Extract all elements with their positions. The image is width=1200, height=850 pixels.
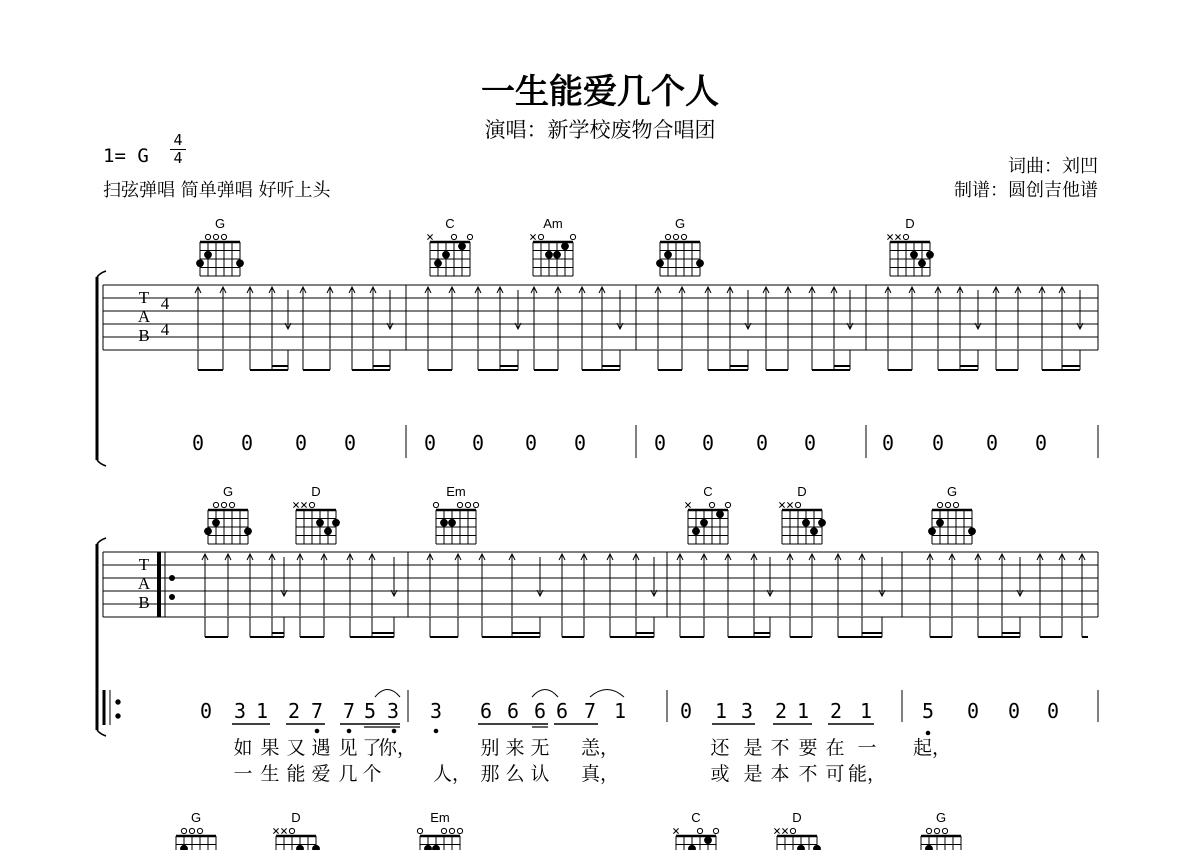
tab-letter-t: T bbox=[138, 288, 150, 307]
open-string-marker bbox=[205, 234, 210, 239]
jianpu-note: 6 bbox=[555, 699, 569, 723]
open-string-marker bbox=[451, 234, 456, 239]
bracket-curl bbox=[97, 730, 106, 736]
jianpu-note: 0 bbox=[803, 431, 817, 455]
chord-diagram bbox=[779, 484, 825, 544]
chord-name: C bbox=[691, 810, 701, 825]
jianpu-note: 3 bbox=[429, 699, 443, 723]
finger-dot bbox=[819, 519, 826, 526]
jianpu-note: 6 bbox=[479, 699, 493, 723]
chord-diagram bbox=[887, 216, 933, 276]
finger-dot bbox=[459, 243, 466, 250]
chord-diagram bbox=[774, 810, 820, 850]
chord-diagram bbox=[273, 810, 319, 850]
chord-diagram bbox=[417, 810, 462, 850]
finger-dot bbox=[937, 519, 944, 526]
finger-dot bbox=[811, 528, 818, 535]
lyric-char: 如 bbox=[233, 737, 253, 759]
playing-description: 扫弦弹唱 简单弹唱 好听上头 bbox=[103, 180, 331, 201]
lyric-char: 别 bbox=[480, 737, 500, 759]
jianpu-note: 0 bbox=[881, 431, 895, 455]
lyric-char: 不 bbox=[798, 763, 818, 785]
lyric-char: 是 bbox=[743, 737, 763, 759]
tie-arc bbox=[532, 690, 558, 698]
finger-dot bbox=[313, 845, 320, 850]
open-string-marker bbox=[289, 828, 294, 833]
finger-dot bbox=[213, 519, 220, 526]
lyric-char: 无 bbox=[530, 737, 550, 759]
lyric-char: 爱 bbox=[311, 763, 331, 785]
jianpu-note: 0 bbox=[1034, 431, 1048, 455]
finger-dot bbox=[245, 528, 252, 535]
open-string-marker bbox=[570, 234, 575, 239]
jianpu-note: 1 bbox=[613, 699, 627, 723]
chord-name: D bbox=[797, 484, 807, 499]
open-string-marker bbox=[221, 234, 226, 239]
finger-dot bbox=[441, 519, 448, 526]
chord-name: Em bbox=[446, 484, 466, 499]
repeat-dot bbox=[170, 595, 175, 600]
open-string-marker bbox=[790, 828, 795, 833]
finger-dot bbox=[798, 845, 805, 850]
lyric-char: 你， bbox=[377, 737, 417, 759]
chord-name: C bbox=[445, 216, 455, 231]
finger-dot bbox=[205, 528, 212, 535]
open-string-marker bbox=[709, 502, 714, 507]
jianpu-note: 0 bbox=[199, 699, 213, 723]
open-string-marker bbox=[795, 502, 800, 507]
jianpu-note: 0 bbox=[191, 431, 205, 455]
finger-dot bbox=[449, 519, 456, 526]
chord-name: Am bbox=[543, 216, 563, 231]
jianpu-note: 2 bbox=[774, 699, 788, 723]
finger-dot bbox=[701, 519, 708, 526]
repeat-dot bbox=[170, 576, 175, 581]
open-string-marker bbox=[433, 502, 438, 507]
lyric-char: 那 bbox=[480, 763, 500, 785]
lyric-char: 可 bbox=[825, 763, 845, 785]
jianpu-note: 0 bbox=[701, 431, 715, 455]
song-title: 一生能爱几个人 bbox=[481, 72, 719, 112]
open-string-marker bbox=[229, 502, 234, 507]
jianpu-note: 0 bbox=[343, 431, 357, 455]
jianpu-note: 6 bbox=[533, 699, 547, 723]
chord-name: G bbox=[935, 810, 947, 825]
chord-name: Em bbox=[430, 810, 450, 825]
chord-diagram bbox=[685, 484, 730, 544]
score-text bbox=[138, 288, 1059, 785]
tab-letter-a: A bbox=[137, 574, 151, 593]
lyric-char: 本 bbox=[770, 763, 790, 785]
finger-dot bbox=[297, 845, 304, 850]
bracket-curl bbox=[97, 460, 106, 466]
chord-diagram bbox=[427, 216, 472, 276]
jianpu-note: 0 bbox=[524, 431, 538, 455]
open-string-marker bbox=[213, 234, 218, 239]
open-string-marker bbox=[449, 828, 454, 833]
tab-letter-b: B bbox=[138, 326, 150, 345]
jianpu-note: 3 bbox=[233, 699, 247, 723]
lyric-char: 果 bbox=[260, 737, 280, 759]
tab-letter-t: T bbox=[138, 555, 150, 574]
finger-dot bbox=[435, 260, 442, 267]
jianpu-note: 3 bbox=[740, 699, 754, 723]
jianpu-note: 0 bbox=[1007, 699, 1021, 723]
jianpu-note: 0 bbox=[653, 431, 667, 455]
finger-dot bbox=[969, 528, 976, 535]
tab-letter-a: A bbox=[137, 307, 151, 326]
finger-dot bbox=[181, 845, 188, 850]
open-string-marker bbox=[725, 502, 730, 507]
open-string-marker bbox=[926, 828, 931, 833]
open-string-marker bbox=[953, 502, 958, 507]
time-signature-bottom: 4 bbox=[173, 149, 183, 167]
time-signature-top: 4 bbox=[173, 131, 183, 149]
finger-dot bbox=[929, 528, 936, 535]
singer-credit: 演唱：新学校废物合唱团 bbox=[484, 118, 716, 142]
finger-dot bbox=[317, 519, 324, 526]
open-string-marker bbox=[697, 828, 702, 833]
jianpu-repeat-dot bbox=[116, 714, 120, 718]
octave-dot bbox=[315, 729, 319, 733]
lyric-char: 一 bbox=[857, 737, 877, 759]
open-string-marker bbox=[213, 502, 218, 507]
open-string-marker bbox=[945, 502, 950, 507]
lyric-char: 生 bbox=[260, 763, 280, 785]
tie-arc bbox=[590, 690, 624, 698]
open-string-marker bbox=[934, 828, 939, 833]
jianpu-note: 1 bbox=[796, 699, 810, 723]
chord-diagram bbox=[173, 810, 220, 850]
open-string-marker bbox=[465, 502, 470, 507]
finger-dot bbox=[433, 845, 440, 850]
open-string-marker bbox=[473, 502, 478, 507]
jianpu-note: 5 bbox=[921, 699, 935, 723]
lyric-char: 真， bbox=[580, 763, 620, 785]
finger-dot bbox=[325, 528, 332, 535]
jianpu-note: 2 bbox=[287, 699, 301, 723]
jianpu-note: 6 bbox=[506, 699, 520, 723]
chord-name: C bbox=[703, 484, 713, 499]
lyric-char: 或 bbox=[710, 763, 730, 785]
lyric-char: 能， bbox=[847, 763, 887, 785]
finger-dot bbox=[443, 251, 450, 258]
finger-dot bbox=[425, 845, 432, 850]
lyricist-credit: 词曲：刘凹 bbox=[1008, 156, 1098, 177]
lyric-char: 是 bbox=[743, 763, 763, 785]
open-string-marker bbox=[309, 502, 314, 507]
chord-name: D bbox=[905, 216, 915, 231]
lyric-char: 认 bbox=[530, 763, 550, 785]
lyric-char: 在 bbox=[825, 737, 845, 759]
open-string-marker bbox=[942, 828, 947, 833]
lyric-char: 几 bbox=[338, 763, 358, 785]
open-string-marker bbox=[681, 234, 686, 239]
lyric-char: 起， bbox=[912, 737, 952, 759]
lyric-char: 还 bbox=[710, 737, 730, 759]
jianpu-note: 1 bbox=[714, 699, 728, 723]
jianpu-note: 0 bbox=[573, 431, 587, 455]
chord-diagram bbox=[205, 484, 252, 544]
chord-name: D bbox=[311, 484, 321, 499]
finger-dot bbox=[717, 511, 724, 518]
key-signature: 1= G bbox=[103, 145, 149, 167]
jianpu-note: 0 bbox=[679, 699, 693, 723]
chord-name: D bbox=[291, 810, 301, 825]
jianpu-note: 1 bbox=[255, 699, 269, 723]
jianpu-note: 3 bbox=[386, 699, 400, 723]
jianpu-note: 5 bbox=[363, 699, 377, 723]
bracket-curl bbox=[97, 538, 106, 544]
finger-dot bbox=[197, 260, 204, 267]
jianpu-note: 0 bbox=[1046, 699, 1060, 723]
chord-diagram bbox=[433, 484, 478, 544]
finger-dot bbox=[697, 260, 704, 267]
finger-dot bbox=[814, 845, 821, 850]
chord-diagram bbox=[530, 216, 575, 276]
jianpu-note: 0 bbox=[755, 431, 769, 455]
chord-name: G bbox=[222, 484, 234, 499]
lyric-char: 能 bbox=[286, 763, 306, 785]
finger-dot bbox=[205, 251, 212, 258]
lyric-char: 恙， bbox=[580, 737, 620, 759]
finger-dot bbox=[803, 519, 810, 526]
chord-name: G bbox=[214, 216, 226, 231]
open-string-marker bbox=[189, 828, 194, 833]
lyric-char: 见 bbox=[338, 737, 358, 759]
chord-name: G bbox=[674, 216, 686, 231]
chord-name: G bbox=[946, 484, 958, 499]
lyric-char: 遇 bbox=[311, 737, 331, 759]
finger-dot bbox=[237, 260, 244, 267]
lyric-char: 要 bbox=[798, 737, 818, 759]
open-string-marker bbox=[457, 502, 462, 507]
jianpu-note: 7 bbox=[583, 699, 597, 723]
bracket-curl bbox=[97, 271, 106, 277]
open-string-marker bbox=[903, 234, 908, 239]
finger-dot bbox=[926, 845, 933, 850]
open-string-marker bbox=[665, 234, 670, 239]
lyric-char: 又 bbox=[286, 737, 306, 759]
tie-arc bbox=[375, 690, 400, 698]
lyric-char: 来 bbox=[505, 737, 525, 759]
jianpu-note: 0 bbox=[423, 431, 437, 455]
open-string-marker bbox=[441, 828, 446, 833]
lyric-char: 人， bbox=[432, 763, 472, 785]
chord-diagram bbox=[929, 484, 976, 544]
chord-diagram bbox=[197, 216, 244, 276]
lyric-char: 了 bbox=[362, 737, 382, 759]
finger-dot bbox=[333, 519, 340, 526]
finger-dot bbox=[919, 260, 926, 267]
octave-dot bbox=[392, 729, 396, 733]
open-string-marker bbox=[457, 828, 462, 833]
open-string-marker bbox=[197, 828, 202, 833]
finger-dot bbox=[665, 251, 672, 258]
open-string-marker bbox=[467, 234, 472, 239]
tab-time-bottom: 4 bbox=[160, 320, 170, 339]
chord-name: G bbox=[190, 810, 202, 825]
finger-dot bbox=[927, 251, 934, 258]
chord-diagram bbox=[657, 216, 704, 276]
tab-time-top: 4 bbox=[160, 294, 170, 313]
jianpu-note: 0 bbox=[471, 431, 485, 455]
finger-dot bbox=[554, 251, 561, 258]
jianpu-note: 0 bbox=[985, 431, 999, 455]
jianpu-note: 7 bbox=[310, 699, 324, 723]
chord-name: D bbox=[792, 810, 802, 825]
finger-dot bbox=[562, 243, 569, 250]
lyric-char: 不 bbox=[770, 737, 790, 759]
chord-diagram bbox=[918, 810, 965, 850]
jianpu-note: 0 bbox=[931, 431, 945, 455]
arranger-credit: 制谱：圆创吉他谱 bbox=[954, 180, 1098, 201]
lyric-char: 一 bbox=[233, 763, 253, 785]
chord-diagram bbox=[673, 810, 718, 850]
open-string-marker bbox=[221, 502, 226, 507]
finger-dot bbox=[546, 251, 553, 258]
jianpu-note: 2 bbox=[829, 699, 843, 723]
octave-dot bbox=[347, 729, 351, 733]
jianpu-note: 0 bbox=[966, 699, 980, 723]
open-string-marker bbox=[937, 502, 942, 507]
open-string-marker bbox=[673, 234, 678, 239]
open-string-marker bbox=[538, 234, 543, 239]
finger-dot bbox=[911, 251, 918, 258]
finger-dot bbox=[705, 837, 712, 844]
finger-dot bbox=[693, 528, 700, 535]
jianpu-note: 7 bbox=[342, 699, 356, 723]
open-string-marker bbox=[181, 828, 186, 833]
jianpu-note: 1 bbox=[859, 699, 873, 723]
finger-dot bbox=[657, 260, 664, 267]
jianpu-repeat-dot bbox=[116, 700, 120, 704]
chord-diagram bbox=[293, 484, 339, 544]
tab-letter-b: B bbox=[138, 593, 150, 612]
open-string-marker bbox=[417, 828, 422, 833]
octave-dot bbox=[926, 731, 930, 735]
lyric-char: 个 bbox=[362, 763, 382, 785]
lyric-char: 么 bbox=[505, 763, 525, 785]
finger-dot bbox=[689, 845, 696, 850]
jianpu-note: 0 bbox=[240, 431, 254, 455]
jianpu-note: 0 bbox=[294, 431, 308, 455]
octave-dot bbox=[434, 729, 438, 733]
open-string-marker bbox=[713, 828, 718, 833]
